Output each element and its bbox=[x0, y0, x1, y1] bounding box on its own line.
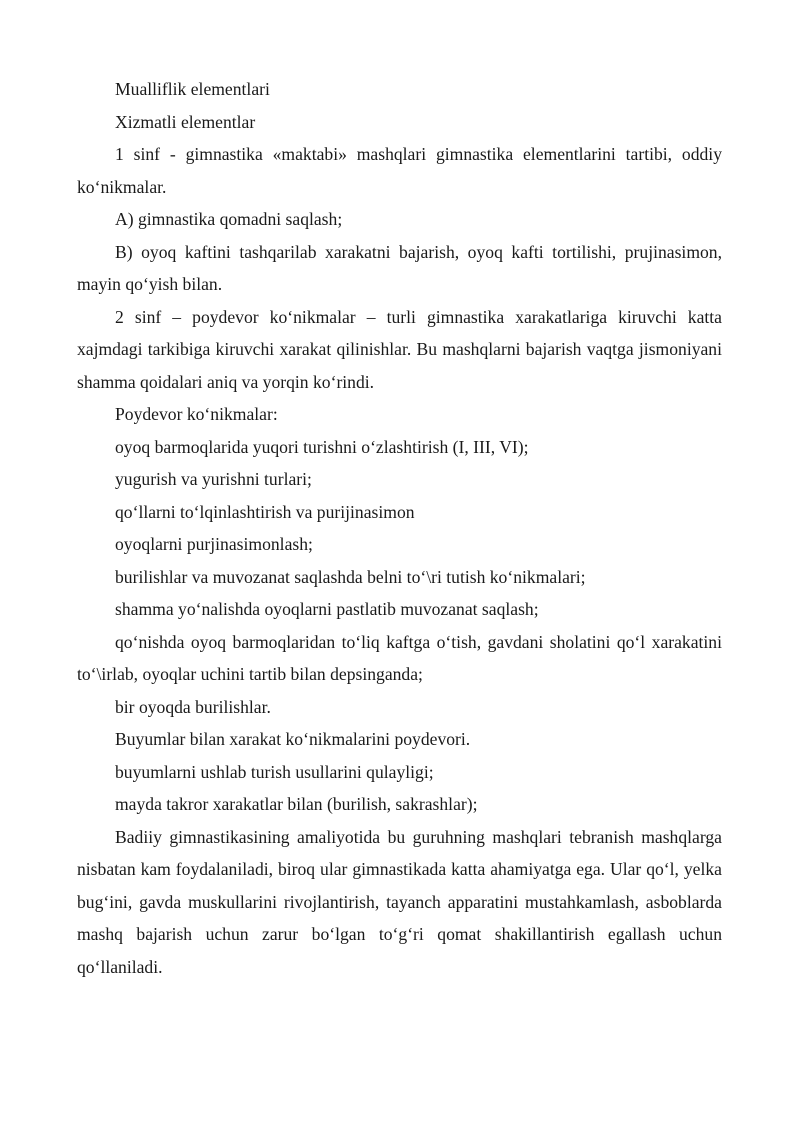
paragraph: burilishlar va muvozanat saqlashda belni to‘\ri tutish ko‘nikmalari; bbox=[115, 566, 586, 587]
paragraph: qo‘nishda oyoq barmoqlaridan to‘liq kaftga o‘tish, gavdani sholatini qo‘l xarakatini to‘\irlab, oyoqlar uchini tartib bilan depsinganda; bbox=[77, 631, 722, 684]
paragraph: oyoqlarni purjinasimonlash; bbox=[115, 534, 313, 554]
paragraph: shamma yo‘nalishda oyoqlarni pastlatib muvozanat saqlash; bbox=[115, 599, 539, 619]
paragraph: A) gimnastika qomadni saqlash; bbox=[115, 209, 343, 229]
paragraph: 1 sinf - gimnastika «maktabi» mashqlari gimnastika elementlarini tartibi, oddiy ko‘nikmalar. bbox=[77, 144, 722, 197]
document-body bbox=[77, 73, 722, 983]
paragraph: Mualliflik elementlari bbox=[115, 79, 270, 99]
paragraph: B) oyoq kaftini tashqarilab xarakatni bajarish, oyoq kafti tortilishi, prujinasimon, mayin qo‘yish bilan. bbox=[77, 241, 722, 294]
paragraph: qo‘llarni to‘lqinlashtirish va purijinasimon bbox=[115, 501, 415, 522]
paragraph: 2 sinf – poydevor ko‘nikmalar – turli gimnastika xarakatlariga kiruvchi katta xajmdagi tarkibiga kiruvchi xarakat qilinishlar. Bu mashqlarni bajarish vaqtga jismoniyani shamma qoidalari aniq va yorqin ko‘rindi. bbox=[77, 306, 722, 392]
paragraph: Buyumlar bilan xarakat ko‘nikmalarini poydevori. bbox=[115, 729, 471, 749]
paragraph: Xizmatli elementlar bbox=[115, 111, 256, 132]
paragraph: buyumlarni ushlab turish usullarini qulayligi; bbox=[115, 761, 434, 782]
paragraph: Poydevor ko‘nikmalar: bbox=[115, 404, 278, 424]
paragraph: bir oyoqda burilishlar. bbox=[115, 696, 271, 717]
paragraph: mayda takror xarakatlar bilan (burilish, sakrashlar); bbox=[115, 794, 478, 814]
paragraph: yugurish va yurishni turlari; bbox=[115, 469, 312, 489]
paragraph: Badiiy gimnastikasining amaliyotida bu guruhning mashqlari tebranish mashqlarga nisbatan kam foydalaniladi, biroq ular gimnastikada katta ahamiyatga ega. Ular qo‘l, yelka bug‘ini, gavda muskullarini rivojlantirish, tayanch apparatini mustahkamlash, asboblarda mashq bajarish uchun zarur bo‘lgan to‘g‘ri qomat shakillantirish egallash uchun qo‘llaniladi. bbox=[77, 826, 722, 977]
paragraph: oyoq barmoqlarida yuqori turishni o‘zlashtirish (I, III, VI); bbox=[115, 436, 529, 457]
